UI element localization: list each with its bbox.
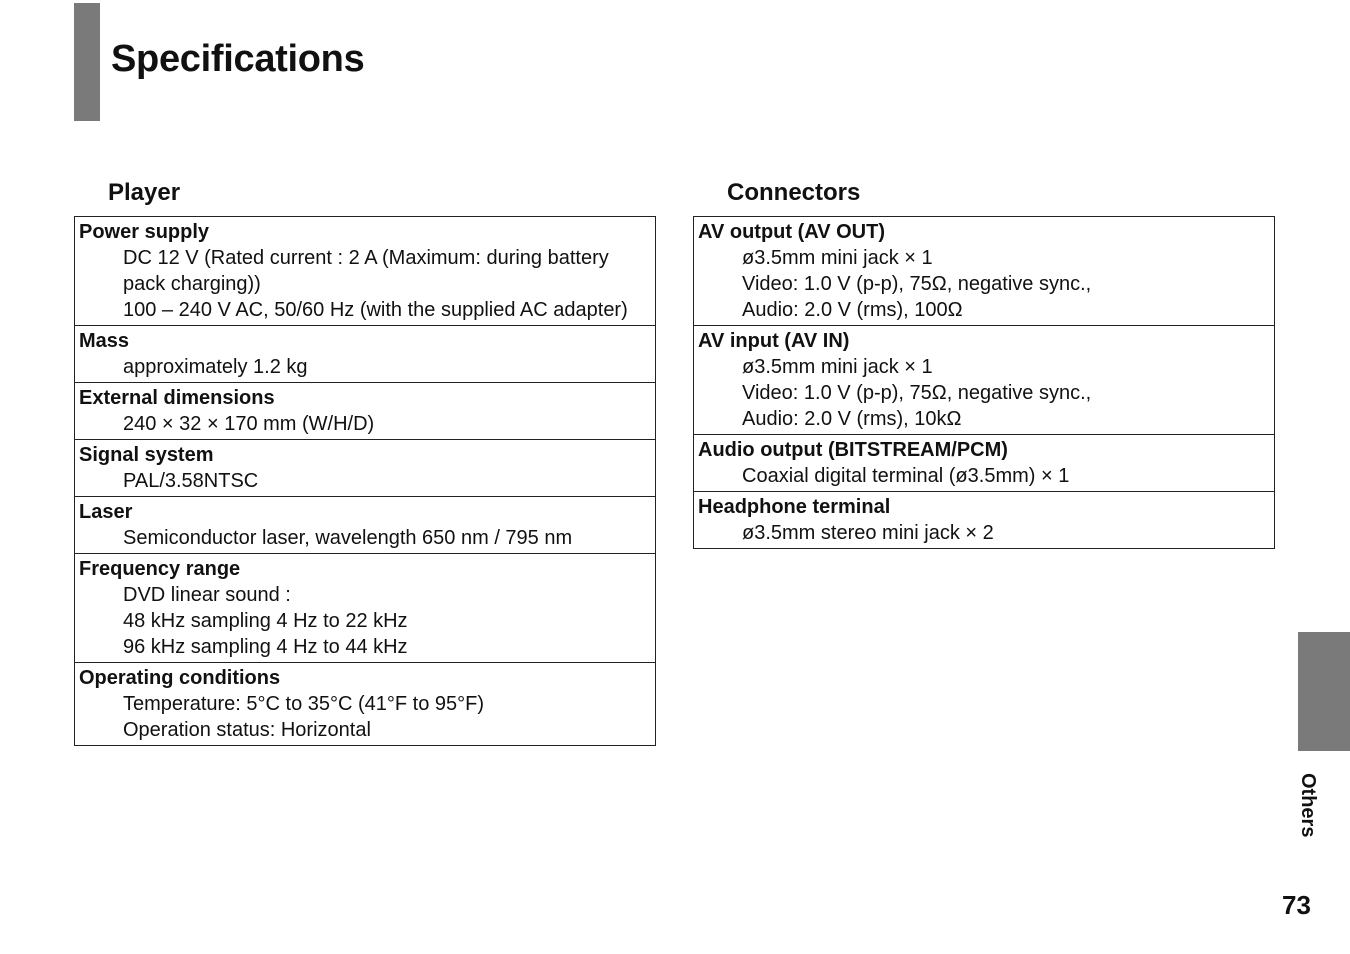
spec-row-signal-system [75,439,655,496]
spec-label: Headphone terminal [698,496,891,518]
spec-value: Temperature: 5°C to 35°C (41°F to 95°F) [123,693,485,715]
spec-value: Operation status: Horizontal [123,719,371,741]
spec-value: DC 12 V (Rated current : 2 A (Maximum: during battery [123,247,609,269]
spec-label: AV input (AV IN) [698,330,850,352]
spec-row-laser [75,496,655,553]
side-section-label: Others [1297,773,1319,838]
spec-value: Video: 1.0 V (p-p), 75Ω, negative sync., [742,382,1092,404]
spec-row-external-dimensions [75,382,655,439]
spec-value: Semiconductor laser, wavelength 650 nm / 795 nm [123,527,573,549]
spec-row-audio-output [694,434,1274,491]
spec-label: Mass [79,330,130,352]
spec-value: 96 kHz sampling 4 Hz to 44 kHz [123,636,408,658]
spec-label: Audio output (BITSTREAM/PCM) [698,439,1008,461]
side-section-tab [1298,632,1350,751]
player-heading: Player [108,179,181,206]
spec-label: Power supply [79,221,210,243]
spec-label: Signal system [79,444,214,466]
spec-value: ø3.5mm mini jack × 1 [742,247,933,269]
connectors-spec-table [693,216,1275,549]
spec-value: Video: 1.0 V (p-p), 75Ω, negative sync., [742,273,1092,295]
spec-row-av-input [694,325,1274,434]
spec-value: pack charging)) [123,273,261,295]
spec-row-headphone-terminal [694,491,1274,548]
spec-label: Laser [79,501,133,523]
spec-value: 100 – 240 V AC, 50/60 Hz (with the supplied AC adapter) [123,299,628,321]
spec-value: DVD linear sound : [123,584,291,606]
spec-value: ø3.5mm stereo mini jack × 2 [742,522,994,544]
spec-label: AV output (AV OUT) [698,221,885,243]
spec-value: Audio: 2.0 V (rms), 10kΩ [742,408,962,430]
spec-row-mass [75,325,655,382]
connectors-heading: Connectors [727,179,861,206]
spec-value: 240 × 32 × 170 mm (W/H/D) [123,413,375,435]
spec-value: Audio: 2.0 V (rms), 100Ω [742,299,963,321]
page-number: 73 [1282,890,1311,920]
spec-label: External dimensions [79,387,275,409]
spec-row-operating-conditions [75,662,655,745]
spec-value: ø3.5mm mini jack × 1 [742,356,933,378]
page-title: Specifications [111,38,365,80]
spec-value: Coaxial digital terminal (ø3.5mm) × 1 [742,465,1070,487]
spec-value: approximately 1.2 kg [123,356,308,378]
player-spec-table [74,216,656,746]
spec-row-power-supply [75,217,655,325]
spec-value: PAL/3.58NTSC [123,470,259,492]
spec-label: Operating conditions [79,667,281,689]
spec-row-av-output [694,217,1274,325]
title-accent-bar [74,3,100,121]
spec-value: 48 kHz sampling 4 Hz to 22 kHz [123,610,408,632]
spec-row-frequency-range [75,553,655,662]
spec-label: Frequency range [79,558,241,580]
